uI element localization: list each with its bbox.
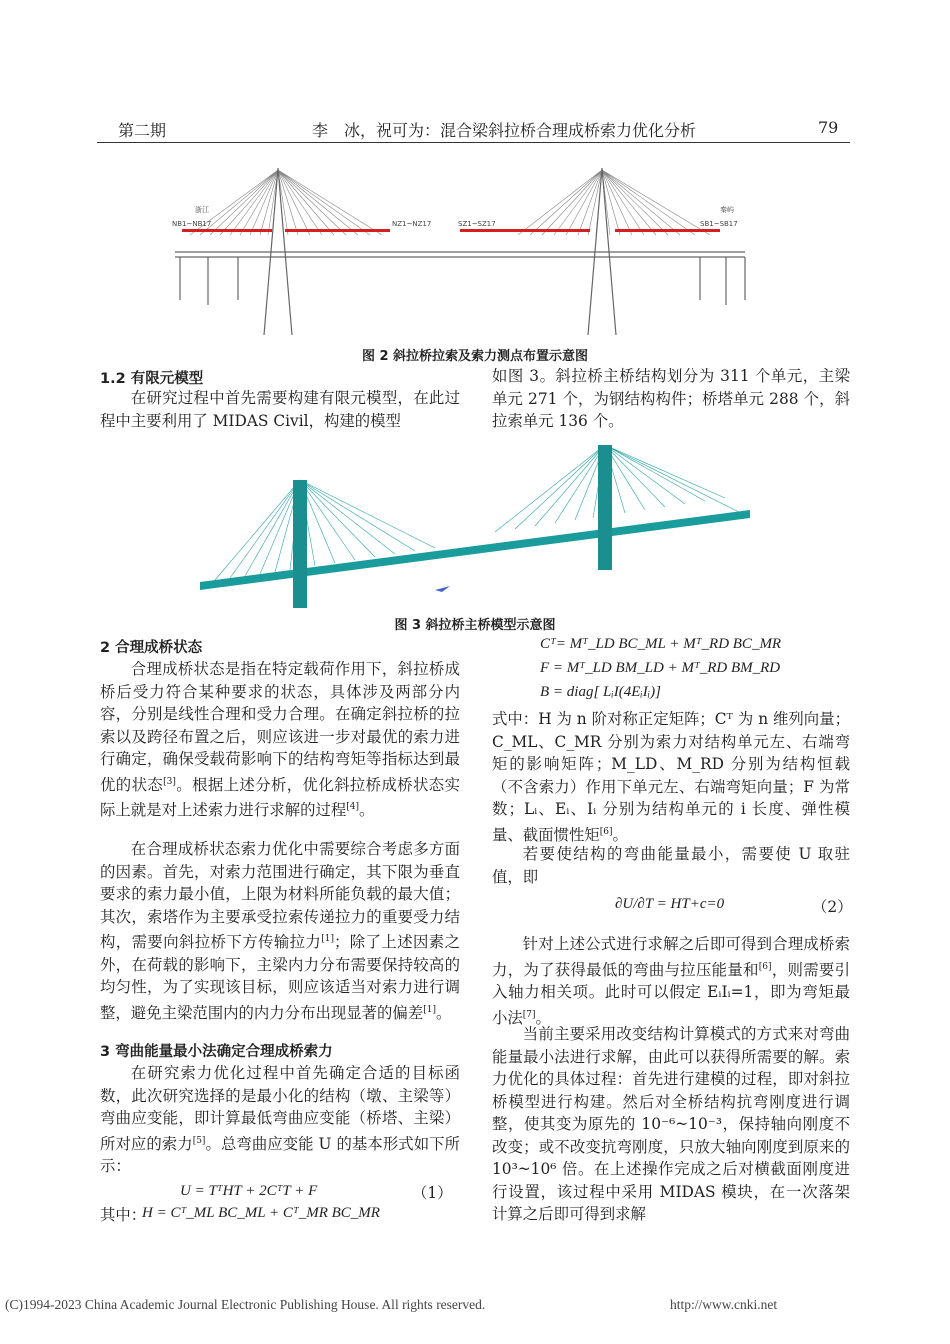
left-pylon	[293, 480, 307, 608]
header-rule	[97, 142, 850, 143]
direction-left-label: 浙江	[195, 206, 209, 214]
equation-b: B = diag[ LᵢI(4EᵢIᵢ)]	[540, 684, 661, 700]
equation-1: U = TᵀHT + 2CᵀT + F	[180, 1183, 318, 1199]
equation-1-number: （1）	[412, 1184, 453, 1202]
direction-right-label: 秦屿	[720, 206, 734, 214]
section-1-2-paragraph: 在研究过程中首先需要构建有限元模型，在此过程中主要利用了 MIDAS Civil，构建的模型	[100, 389, 460, 430]
section-1-2-title: 1.2 有限元模型	[100, 371, 204, 387]
equation-h: H = Cᵀ_ML BC_ML + Cᵀ_MR BC_MR	[142, 1205, 380, 1221]
cable-group-label: SZ1~SZ17	[458, 220, 496, 228]
section-2-paragraph-1: 合理成桥状态是指在特定载荷作用下，斜拉桥成桥后受力符合某种要求的状态，具体涉及两部分内容，分别是线性合理和受力合理。在确定斜拉桥的拉索以及跨径布置之后，则应该进一步对最优的索力进行确定，确保受载荷影响下的结构弯矩等指标达到最优的状态[3]。根据上述分析，优化斜拉桥成桥状态实际上就是对上述索力进行求解的过程[4]。	[100, 660, 460, 820]
page-number: 79	[818, 118, 839, 137]
copyright-footer: (C)1994-2023 China Academic Journal Electronic Publishing House. All rights reserved.	[5, 1297, 486, 1312]
cable-group-label: SB1~SB17	[700, 220, 738, 228]
figure-3-fem-model	[195, 440, 755, 610]
solution-paragraph: 针对上述公式进行求解之后即可得到合理成桥索力，为了获得最低的弯曲与拉压能量和[6]，则需要引入轴力相关项。此时可以假定 EᵢIᵢ=1，即为弯矩最小法[7]。	[492, 935, 850, 1027]
figure-3-caption: 图 3 斜拉桥主桥模型示意图	[394, 618, 556, 633]
deck	[200, 510, 750, 590]
stationary-paragraph: 若要使结构的弯曲能量最小，需要使 U 取驻值，即	[492, 845, 850, 886]
process-paragraph: 当前主要采用改变结构计算模式的方式来对弯曲能量最小法进行求解，由此可以获得所需要的解。索力优化的具体过程：首先进行建模的过程，即对斜拉桥模型进行构建。然后对全桥结构抗弯刚度进行调整，使其变为原先的 10⁻⁶~10⁻³，保持轴向刚度不改变；或不改变抗弯刚度，只放大轴向刚度到原来的 10³~10⁶ 倍。在上述操作完成之后对横截面刚度进行设置，该过程中采用 MIDAS 模块，在一次落架计算之后即可得到求解	[492, 1025, 850, 1223]
right-pylon	[598, 445, 612, 570]
figure-2-caption: 图 2 斜拉桥拉索及索力测点布置示意图	[361, 349, 589, 364]
section-3-title: 3 弯曲能量最小法确定合理成桥索力	[100, 1044, 333, 1060]
cable-group-label: NB1~NB17	[172, 220, 212, 228]
equation-2-number: （2）	[812, 898, 853, 916]
section-2-title: 2 合理成桥状态	[100, 640, 203, 656]
section-3-paragraph: 在研究索力优化过程中首先确定合适的目标函数，此次研究选择的是最小化的结构（墩、主梁等）弯曲应变能，即计算最低弯曲应变能（桥塔、主梁）所对应的索力[5]。总弯曲应变能 U 的基本形式如下所示：	[100, 1064, 460, 1176]
running-title: 李 冰，祝可为：混合梁斜拉桥合理成桥索力优化分析	[312, 121, 697, 140]
equation-c: Cᵀ= Mᵀ_LD BC_ML + Mᵀ_RD BC_MR	[540, 636, 782, 652]
issue-label: 第二期	[118, 121, 167, 140]
cable-group-label: NZ1~NZ17	[392, 220, 432, 228]
figure-2-bridge-elevation	[160, 160, 760, 335]
equation-f: F = Mᵀ_LD BM_LD + Mᵀ_RD BM_RD	[540, 660, 781, 676]
equation-2: ∂U/∂T = HT+c=0	[615, 896, 725, 912]
section-2-paragraph-2: 在合理成桥状态索力优化中需要综合考虑多方面的因素。首先，对索力范围进行确定，其下限为垂直要求的索力最小值，上限为材料所能负载的最大值；其次，索塔作为主要承受拉索传递拉力的重要受力结构，需要向斜拉桥下方传输拉力[1]；除了上述因素之外，在荷载的影响下，主梁内力分布需要保持较高的均匀性，为了实现该目标，则应该适当对索力进行调整，避免主梁范围内的内力分布出现显著的偏差[1]。	[100, 840, 460, 1022]
cnki-link[interactable]: http://www.cnki.net	[670, 1297, 778, 1312]
definitions-paragraph: 式中：H 为 n 阶对称正定矩阵；Cᵀ 为 n 维列向量；C_ML、C_MR 分别为索力对结构单元左、右端弯矩的影响矩阵；M_LD、M_RD 分别为结构恒载（不含索力）作用下单元左、右端弯矩向量；F 为常数；Lᵢ、Eᵢ、Iᵢ 分别为结构单元的 i 长度、弹性模量、截面惯性矩[6]。	[492, 710, 850, 844]
section-1-2-paragraph-right: 如图 3。斜拉桥主桥结构划分为 311 个单元，主梁单元 271 个，为钢结构构件；桥塔单元 288 个，斜拉索单元 136 个。	[492, 367, 850, 430]
where-label: 其中：	[100, 1206, 147, 1224]
